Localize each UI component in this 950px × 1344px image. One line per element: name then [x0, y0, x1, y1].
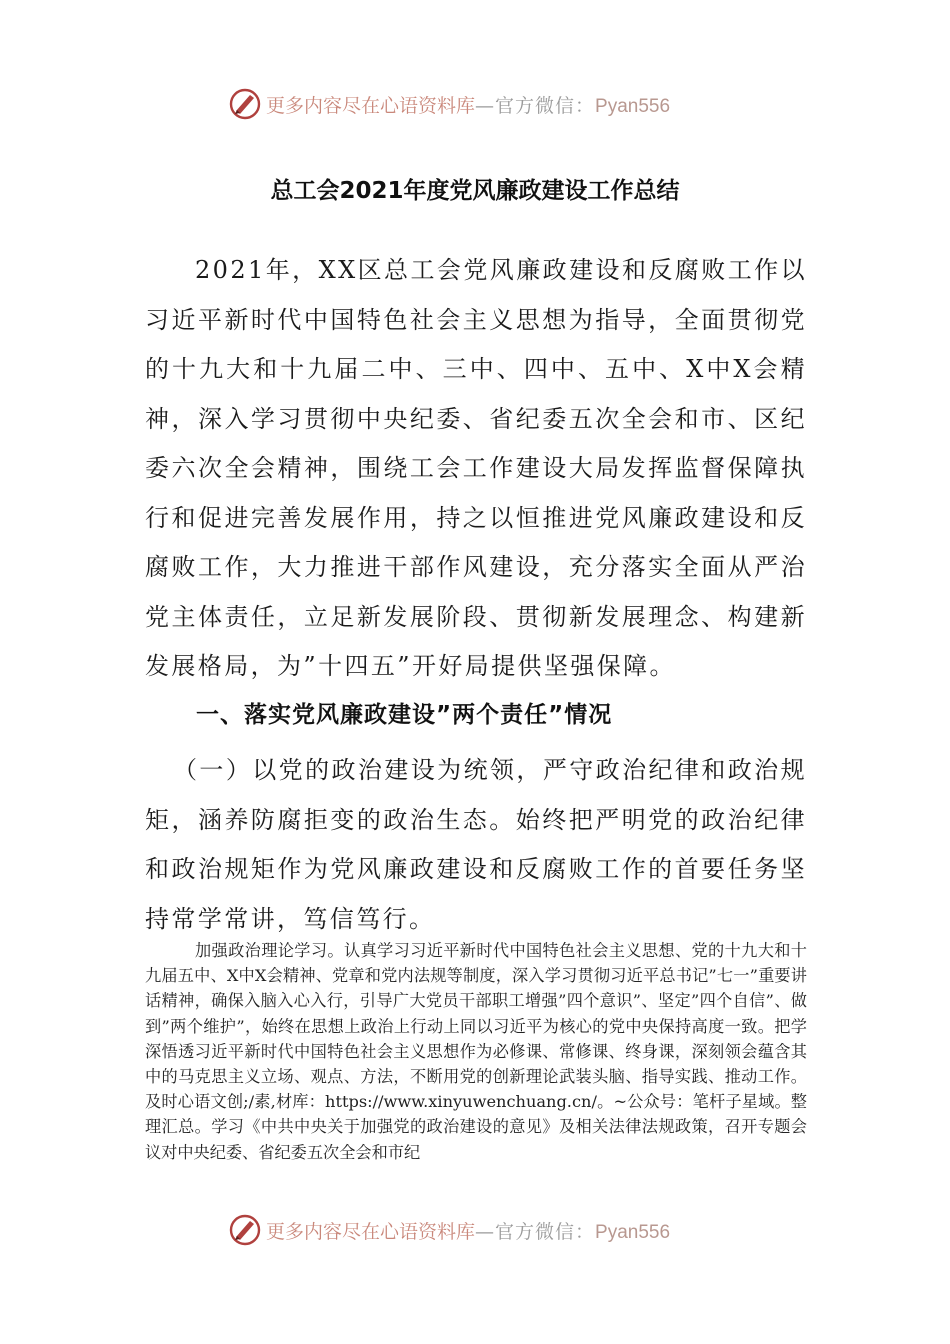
body-paragraph-subsection-1: （一）以党的政治建设为统领，严守政治纪律和政治规矩，涵养防腐拒变的政治生态。始终把严明党的政治纪律和政治规矩作为党风廉政建设和反腐败工作的首要任务坚持常学常讲，笃信笃行。 — [145, 756, 807, 933]
body-paragraph-political-study: 加强政治理论学习。认真学习习近平新时代中国特色社会主义思想、党的十九大和十九届五中、X中X会精神、党章和党内法规等制度，深入学习贯彻习近平总书记”七一”重要讲话精神，确保入脑入心入行，引导广大党员干部职工增强”四个意识”、坚定”四个自信”、做到”两个维护”，始终在思想上政治上行动上同以习近平为核心的党中央保持高度一致。把学深悟透习近平新时代中国特色社会主义思想作为必修课、常修课、终身课，深刻领会蕴含其中的马克思主义立场、观点、方法，不断用党的创新理论武装头脑、指导实践、推动工作。及时心语文创;/素,材库：https://www.xinyuwenchuang.cn/。~公众号：笔杆子星域。整理汇总。学习《中共中央关于加强党的政治建设的意见》及相关法律法规政策，召开专题会议对中央纪委、省纪委五次全会和市纪 — [145, 941, 807, 1162]
section-heading-1: 一、落实党风廉政建设”两个责任”情况 — [196, 702, 613, 728]
document-title: 总工会2021年度党风廉政建设工作总结 — [270, 178, 680, 204]
watermark-wechat-id: Pyan556 — [595, 95, 671, 117]
watermark-text — [266, 91, 670, 118]
pen-circle-logo-icon — [228, 1213, 262, 1247]
watermark-text — [266, 1217, 670, 1244]
pen-circle-logo-icon — [228, 87, 262, 121]
watermark-separator-text: —官方微信： — [475, 94, 596, 117]
watermark-banner-top — [228, 86, 748, 122]
watermark-banner-bottom — [228, 1212, 748, 1248]
watermark-separator-text: —官方微信： — [475, 1220, 596, 1243]
watermark-main-text: 更多内容尽在心语资料库 — [266, 1220, 476, 1243]
watermark-wechat-id: Pyan556 — [595, 1221, 671, 1243]
watermark-main-text: 更多内容尽在心语资料库 — [266, 94, 476, 117]
body-paragraph-intro: 2021年，XX区总工会党风廉政建设和反腐败工作以习近平新时代中国特色社会主义思想为指导，全面贯彻党的十九大和十九届二中、三中、四中、五中、X中X会精神，深入学习贯彻中央纪委、省纪委五次全会和市、区纪委六次全会精神，围绕工会工作建设大局发挥监督保障执行和促进完善发展作用，持之以恒推进党风廉政建设和反腐败工作，大力推进干部作风建设，充分落实全面从严治党主体责任，立足新发展阶段、贯彻新发展理念、构建新发展格局，为”十四五”开好局提供坚强保障。 — [145, 256, 807, 680]
